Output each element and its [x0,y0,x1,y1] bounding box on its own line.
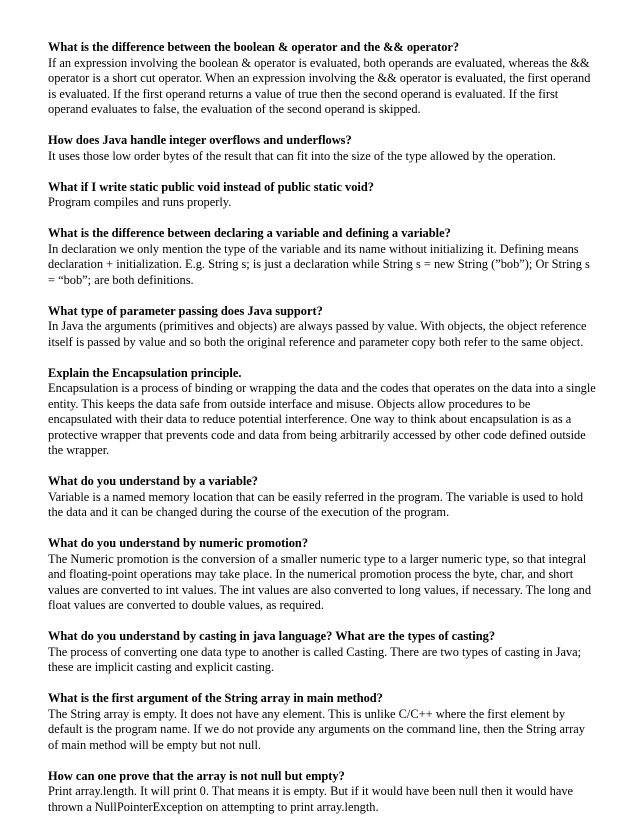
question-heading: What do you understand by casting in java language? What are the types of casting? [48,629,496,643]
qa-item [48,304,596,351]
qa-item [48,180,596,211]
question-heading: What is the difference between declaring a variable and defining a variable? [48,226,451,240]
question-heading: What do you understand by numeric promotion? [48,536,309,550]
answer-paragraph: In Java the arguments (primitives and objects) are always passed by value. With objects, the object reference itself is passed by value and so both the original reference and parameter copy both refer to the same object. [48,319,587,349]
qa-item [48,629,596,676]
question-heading: What if I write static public void instead of public static void? [48,179,374,194]
qa-item [48,133,596,164]
qa-item [48,226,596,288]
qa-item [48,536,596,614]
qa-item [48,366,596,459]
answer-paragraph: It uses those low order bytes of the result that can fit into the size of the type allowed by the operation. [48,148,556,163]
answer-paragraph: Print array.length. It will print 0. That means it is empty. But if it would have been null then it would have thrown a NullPointerException on attempting to print array.length. [48,784,574,814]
answer-paragraph: The process of converting one data type to another is called Casting. There are two types of casting in Java; these are implicit casting and explicit casting. [48,644,582,674]
answer-paragraph: Program compiles and runs properly. [48,195,232,209]
answer-paragraph: If an expression involving the boolean & operator is evaluated, both operands are evaluated, whereas the && operator is a short cut operator. When an expression involving the && operator is evaluated, the first operand is evaluated. If the first operand returns a value of true then the second operand is evaluated. If the first operand evaluates to false, the evaluation of the second operand is skipped. [48,55,591,116]
question-heading: What do you understand by a variable? [48,474,258,488]
question-heading: What is the first argument of the String array in main method? [48,691,383,705]
question-heading: What type of parameter passing does Java support? [48,303,323,318]
answer-paragraph: Variable is a named memory location that can be easily referred in the program. The variable is used to hold the data and it can be changed during the course of the execution of the program. [48,489,584,519]
question-heading: How does Java handle integer overflows and underflows? [48,133,352,147]
answer-paragraph: Encapsulation is a process of binding or wrapping the data and the codes that operates on the data into a single entity. This keeps the data safe from outside interface and misuse. Objects allow procedures to be encapsulated with their data to reduce potential interference. One way to think about encapsulation is as a protective wrapper that prevents code and data from being arbitrarily accessed by other code defined outside the wrapper. [48,381,596,457]
answer-paragraph: The Numeric promotion is the conversion of a smaller numeric type to a larger numeric type, so that integral and floating-point operations may take place. In the numerical promotion process the byte, char, and short values are converted to int values. The int values are also converted to long values, if necessary. The long and float values are converted to double values, as required. [48,551,592,612]
qa-item [48,691,596,753]
answer-paragraph: In declaration we only mention the type of the variable and its name without initializing it. Defining means declaration + initialization. E.g. String s; is just a declaration while String s = new String (”bob”); Or String s = “bob”; are both definitions. [48,241,590,287]
question-heading: What is the difference between the boolean & operator and the && operator? [48,40,460,54]
question-heading: How can one prove that the array is not null but empty? [48,768,345,783]
qa-item [48,769,596,816]
answer-paragraph: The String array is empty. It does not have any element. This is unlike C/C++ where the first element by default is the program name. If we do not provide any arguments on the command line, then the String array of main method will be empty but not null. [48,706,585,752]
question-heading: Explain the Encapsulation principle. [48,365,242,380]
qa-item [48,40,596,118]
qa-item [48,474,596,521]
